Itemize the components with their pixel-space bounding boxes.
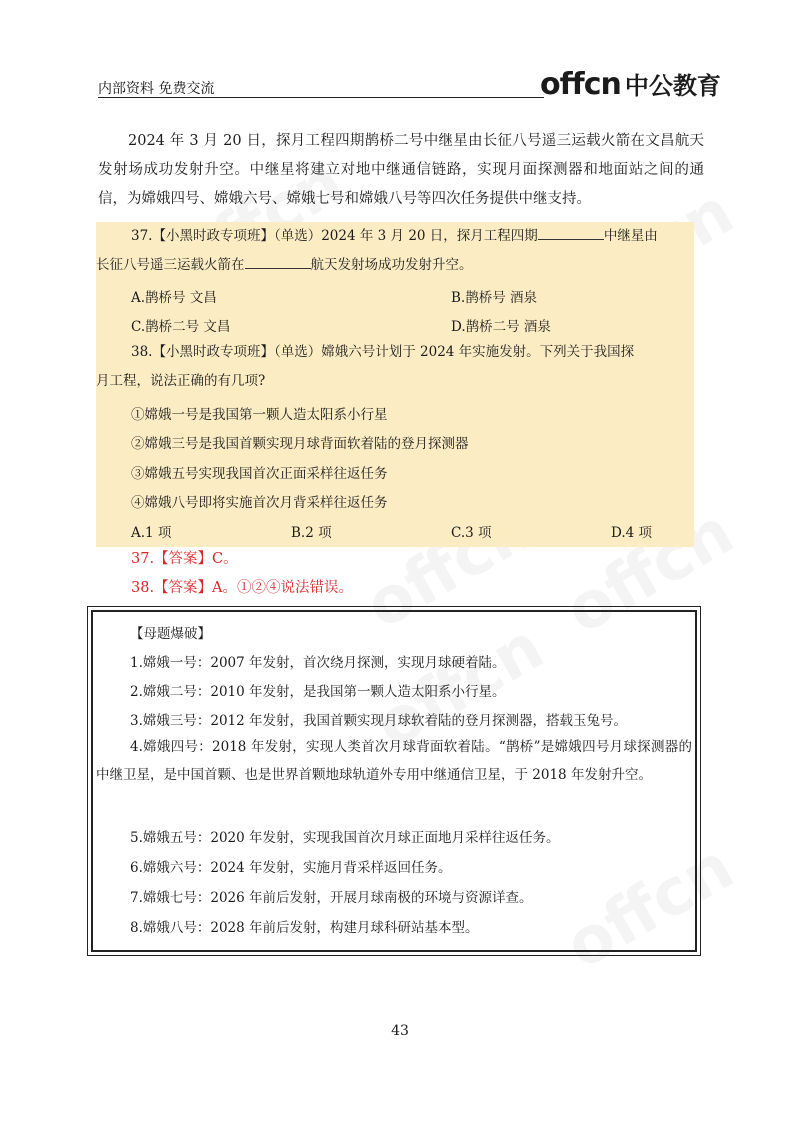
q38-stem-line2: 月工程，说法正确的有几项?: [96, 373, 266, 389]
mother-line-1: 1.嫦娥一号：2007 年发射，首次绕月探测，实现月球硬着陆。: [130, 655, 506, 671]
question-37: [96, 222, 696, 280]
mother-line-8: 8.嫦娥八号：2028 年前后发射，构建月球科研站基本型。: [130, 920, 479, 936]
q38-item-1: ①嫦娥一号是我国第一颗人造太阳系小行星: [131, 407, 388, 423]
page-number: 43: [391, 1023, 409, 1039]
q38-option-d: D.4 项: [611, 525, 653, 541]
q38-item-3: ③嫦娥五号实现我国首次正面采样往返任务: [131, 466, 388, 482]
q38-option-b: B.2 项: [291, 525, 332, 541]
q37-option-c: C.鹊桥二号 文昌: [131, 319, 231, 335]
offcn-logo: [540, 66, 721, 102]
intro-paragraph: [98, 127, 704, 214]
q37-option-a: A.鹊桥号 文昌: [131, 290, 217, 306]
q37-stem-part3: 长征八号遥三运载火箭在: [96, 257, 245, 273]
header-caption: 内部资料 免费交流: [98, 81, 215, 97]
q38-option-c: C.3 项: [451, 525, 492, 541]
q37-stem-part4: 航天发射场成功发射升空。: [310, 257, 473, 273]
q37-option-b: B.鹊桥号 酒泉: [451, 290, 538, 306]
mother-line-5: 5.嫦娥五号：2020 年发射，实现我国首次月球正面地月采样往返任务。: [130, 830, 560, 846]
intro-text: 2024 年 3 月 20 日，探月工程四期鹊桥二号中继星由长征八号遥三运载火箭在文昌航天发射场成功发射升空。中继星将建立对地中继通信链路，实现月面探测器和地面站之间的通信，为嫦娥四号、嫦娥六号、嫦娥七号和嫦娥八号等四次任务提供中继支持。: [98, 133, 704, 207]
mother-line-3: 3.嫦娥三号：2012 年发射，我国首颗实现月球软着陆的登月探测器，搭载玉兔号。: [130, 713, 628, 729]
q38-item-2: ②嫦娥三号是我国首颗实现月球背面软着陆的登月探测器: [131, 436, 469, 452]
mother-title: 【母题爆破】: [130, 626, 211, 642]
answer-38: 38.【答案】A。①②④说法错误。: [131, 580, 354, 596]
q37-blank-1: [538, 225, 604, 240]
q37-stem-part2: 中继星由: [603, 228, 658, 244]
mother-line-2: 2.嫦娥二号：2010 年发射，是我国第一颗人造太阳系小行星。: [130, 684, 506, 700]
q38-stem-line1: 38.【小黑时政专项班】（单选）嫦娥六号计划于 2024 年实施发射。下列关于我国探: [131, 344, 635, 360]
answer-37: 37.【答案】C。: [131, 551, 238, 567]
question-38: [96, 338, 696, 396]
q38-option-a: A.1 项: [131, 525, 172, 541]
mother-line-7: 7.嫦娥七号：2026 年前后发射，开展月球南极的环境与资源详查。: [130, 890, 533, 906]
header-rule: [98, 97, 544, 98]
q37-blank-2: [245, 254, 311, 269]
logo-chinese: 中公教育: [624, 72, 721, 100]
q37-stem-part1: 37.【小黑时政专项班】（单选）2024 年 3 月 20 日，探月工程四期: [131, 228, 538, 244]
logo-latin: offcn: [540, 67, 621, 102]
q38-item-4: ④嫦娥八号即将实施首次月背采样往返任务: [131, 495, 388, 511]
mother-line-6: 6.嫦娥六号：2024 年发射，实施月背采样返回任务。: [130, 860, 452, 876]
mother-line-4: 4.嫦娥四号：2018 年发射，实现人类首次月球背面软着陆。“鹊桥”是嫦娥四号月球探测器的中继卫星，是中国首颗、也是世界首颗地球轨道外专用中继通信卫星，于 2018 年发射升空。: [96, 739, 692, 783]
q37-option-d: D.鹊桥二号 酒泉: [451, 319, 551, 335]
